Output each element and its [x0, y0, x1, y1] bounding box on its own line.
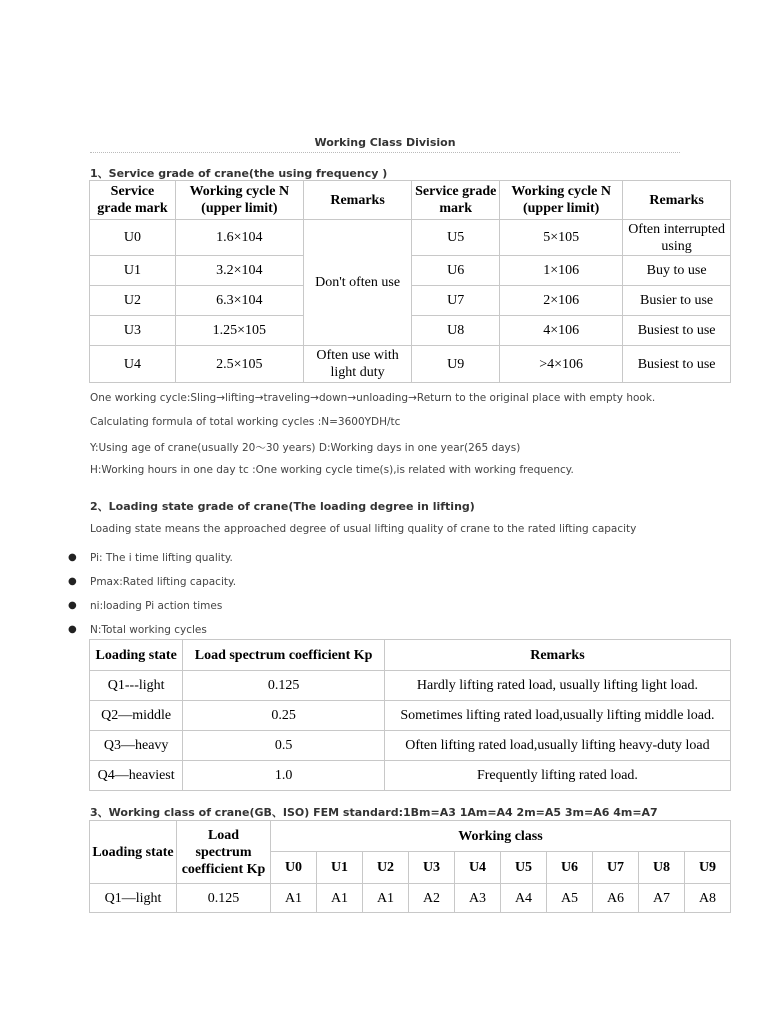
note-working-cycle: One working cycle:Sling→lifting→traveling→down→unloading→Return to the original place with empty hook. [90, 392, 656, 404]
grade-cell: U6 [412, 256, 500, 286]
grade-cell: U9 [412, 346, 500, 383]
table-row [90, 884, 731, 913]
loading-state-table [89, 639, 731, 791]
kp-cell: 1.0 [183, 761, 385, 791]
cycle-cell: 2.5×105 [175, 346, 303, 383]
class-cell: A2 [409, 884, 455, 913]
header-grade: U3 [409, 852, 455, 884]
remark-cell: Frequently lifting rated load. [384, 761, 730, 791]
table-header-row [90, 640, 731, 671]
header-service-grade-mark: Service grade mark [412, 181, 500, 220]
header-kp: Load spectrum coefficient Kp [183, 640, 385, 671]
section2-heading: 2、Loading state grade of crane(The loading degree in lifting) [90, 500, 475, 513]
section1-heading: 1、Service grade of crane(the using frequency ) [90, 167, 388, 180]
definitions-list [68, 552, 236, 648]
list-item: ● Pmax:Rated lifting capacity. [68, 576, 237, 588]
note-h-tc: H:Working hours in one day tc :One working cycle time(s),is related with working frequency. [90, 464, 574, 476]
service-grade-table [89, 180, 731, 383]
header-grade: U5 [501, 852, 547, 884]
header-working-class: Working class [271, 821, 731, 852]
state-cell: Q4—heaviest [90, 761, 183, 791]
cycle-cell: >4×106 [500, 346, 623, 383]
header-remarks: Remarks [303, 181, 412, 220]
state-cell: Q2—middle [90, 701, 183, 731]
header-remarks: Remarks [384, 640, 730, 671]
cycle-cell: 2×106 [500, 286, 623, 316]
header-service-grade-mark: Service grade mark [90, 181, 176, 220]
class-cell: A8 [685, 884, 731, 913]
cycle-cell: 1.6×104 [175, 220, 303, 256]
section2-intro: Loading state means the approached degree of usual lifting quality of crane to the rated lifting capacity [90, 523, 637, 535]
bullet-icon: ● [68, 552, 77, 563]
list-item: ● N:Total working cycles [68, 624, 207, 636]
bullet-icon: ● [68, 624, 77, 635]
grade-cell: U3 [90, 316, 176, 346]
kp-cell: 0.125 [177, 884, 271, 913]
grade-cell: U2 [90, 286, 176, 316]
table-row [90, 220, 731, 256]
cycle-cell: 1×106 [500, 256, 623, 286]
class-cell: A7 [639, 884, 685, 913]
cycle-cell: 3.2×104 [175, 256, 303, 286]
class-cell: A6 [593, 884, 639, 913]
state-cell: Q1—light [90, 884, 177, 913]
table-row [90, 671, 731, 701]
class-cell: A4 [501, 884, 547, 913]
grade-cell: U4 [90, 346, 176, 383]
class-cell: A1 [317, 884, 363, 913]
grade-cell: U0 [90, 220, 176, 256]
header-grade: U9 [685, 852, 731, 884]
document-title: Working Class Division [90, 136, 680, 153]
bullet-icon: ● [68, 576, 77, 587]
kp-cell: 0.5 [183, 731, 385, 761]
table-row [90, 731, 731, 761]
remark-cell: Often lifting rated load,usually lifting heavy-duty load [384, 731, 730, 761]
header-working-cycle: Working cycle N (upper limit) [500, 181, 623, 220]
class-cell: A5 [547, 884, 593, 913]
header-loading-state: Loading state [90, 821, 177, 884]
state-cell: Q3—heavy [90, 731, 183, 761]
bullet-icon: ● [68, 600, 77, 611]
cycle-cell: 5×105 [500, 220, 623, 256]
grade-cell: U7 [412, 286, 500, 316]
note-y-d: Y:Using age of crane(usually 20～30 years) D:Working days in one year(265 days) [90, 442, 521, 454]
remark-cell: Busiest to use [623, 316, 731, 346]
list-item: ● ni:loading Pi action times [68, 600, 223, 612]
header-grade: U6 [547, 852, 593, 884]
kp-cell: 0.25 [183, 701, 385, 731]
remark-cell: Busier to use [623, 286, 731, 316]
header-grade: U1 [317, 852, 363, 884]
header-grade: U7 [593, 852, 639, 884]
remark-cell: Buy to use [623, 256, 731, 286]
grade-cell: U5 [412, 220, 500, 256]
cycle-cell: 4×106 [500, 316, 623, 346]
header-grade: U8 [639, 852, 685, 884]
table-header-row [90, 821, 731, 852]
note-formula: Calculating formula of total working cycles :N=3600YDH/tc [90, 416, 401, 428]
table-row [90, 701, 731, 731]
header-remarks: Remarks [623, 181, 731, 220]
kp-cell: 0.125 [183, 671, 385, 701]
working-class-table [89, 820, 731, 913]
list-item: ● Pi: The i time lifting quality. [68, 552, 233, 564]
header-loading-state: Loading state [90, 640, 183, 671]
table-header-row [90, 181, 731, 220]
grade-cell: U1 [90, 256, 176, 286]
header-kp: Load spectrum coefficient Kp [177, 821, 271, 884]
header-grade: U2 [363, 852, 409, 884]
state-cell: Q1---light [90, 671, 183, 701]
cycle-cell: 1.25×105 [175, 316, 303, 346]
header-grade: U4 [455, 852, 501, 884]
class-cell: A1 [363, 884, 409, 913]
remark-cell: Sometimes lifting rated load,usually lifting middle load. [384, 701, 730, 731]
grade-cell: U8 [412, 316, 500, 346]
header-working-cycle: Working cycle N (upper limit) [175, 181, 303, 220]
remark-cell-merged: Don't often use [303, 220, 412, 346]
header-grade: U0 [271, 852, 317, 884]
class-cell: A1 [271, 884, 317, 913]
table-row [90, 346, 731, 383]
remark-cell: Hardly lifting rated load, usually lifting light load. [384, 671, 730, 701]
section3-heading: 3、Working class of crane(GB、ISO) FEM standard:1Bm=A3 1Am=A4 2m=A5 3m=A6 4m=A7 [90, 806, 658, 819]
remark-cell: Often use with light duty [303, 346, 412, 383]
remark-cell: Busiest to use [623, 346, 731, 383]
table-row [90, 761, 731, 791]
class-cell: A3 [455, 884, 501, 913]
cycle-cell: 6.3×104 [175, 286, 303, 316]
remark-cell: Often interrupted using [623, 220, 731, 256]
